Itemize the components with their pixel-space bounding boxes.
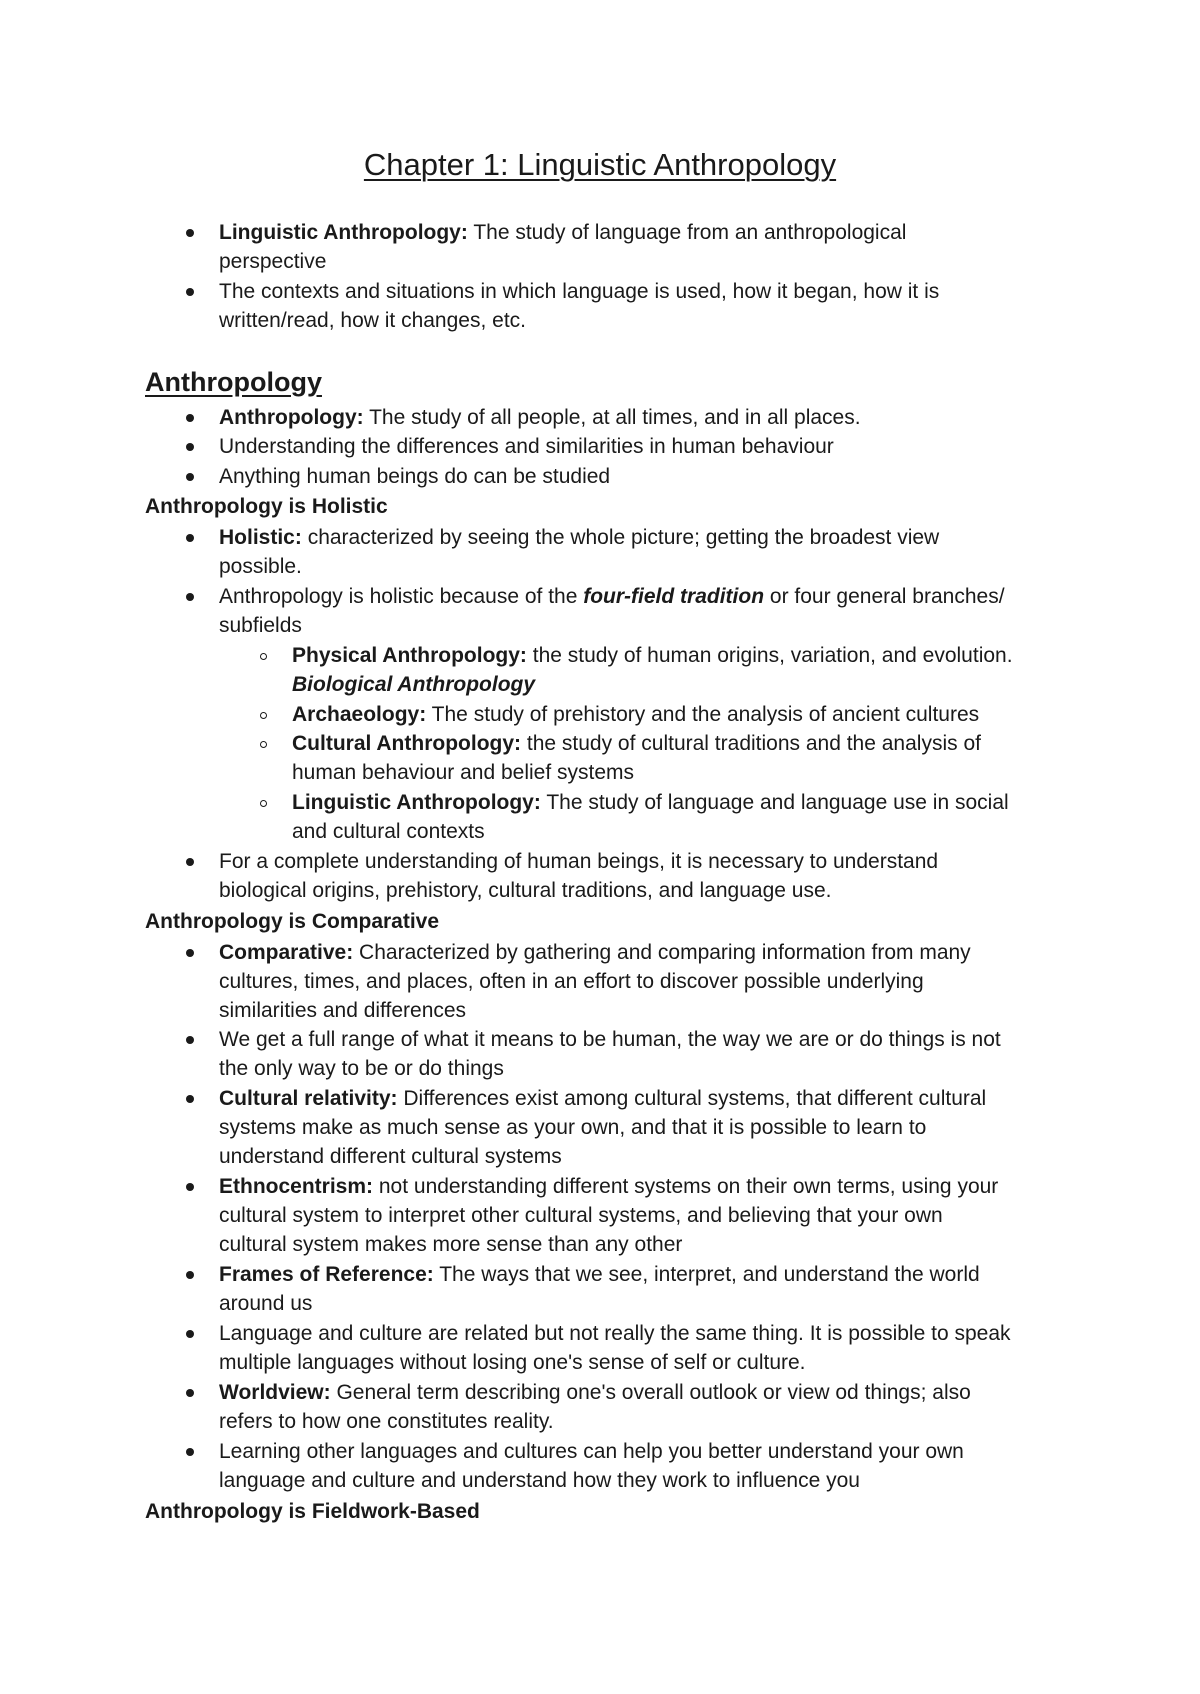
text: the only way to be or do things xyxy=(219,1057,504,1080)
text: perspective xyxy=(219,250,327,273)
bullet-icon xyxy=(186,414,194,422)
text: characterized by seeing the whole picture; getting the broadest view xyxy=(307,526,940,549)
list-item xyxy=(219,218,1069,276)
page-title: Chapter 1: Linguistic Anthropology xyxy=(363,147,837,182)
list-item xyxy=(219,523,1069,581)
list-item xyxy=(219,1378,1069,1436)
subsection-heading: Anthropology is Holistic xyxy=(145,495,388,518)
list-item xyxy=(219,1437,1069,1495)
text: The study of language and language use in social xyxy=(546,791,1009,814)
list-item xyxy=(219,277,1069,335)
text: We get a full range of what it means to be human, the way we are or do things is not xyxy=(219,1028,1001,1051)
bullet-icon xyxy=(186,1036,194,1044)
text: Anthropology is holistic because of the xyxy=(219,585,578,608)
text: cultural system to interpret other cultural systems, and believing that your own xyxy=(219,1204,943,1227)
term: Ethnocentrism: xyxy=(219,1175,374,1198)
text: subfields xyxy=(219,614,302,637)
text: written/read, how it changes, etc. xyxy=(219,309,526,332)
list-item xyxy=(219,847,1069,905)
text: For a complete understanding of human beings, it is necessary to understand xyxy=(219,850,939,873)
emphasis: four-field tradition xyxy=(583,585,765,608)
text: Characterized by gathering and comparing information from many xyxy=(359,941,971,964)
term: Holistic: xyxy=(219,526,302,549)
text: biological origins, prehistory, cultural traditions, and language use. xyxy=(219,879,832,902)
text: not understanding different systems on their own terms, using your xyxy=(378,1175,999,1198)
text: refers to how one constitutes reality. xyxy=(219,1410,554,1433)
text: Language and culture are related but not really the same thing. It is possible to speak xyxy=(219,1322,1011,1345)
list-item xyxy=(219,403,1069,432)
text: Learning other languages and cultures can help you better understand your own xyxy=(219,1440,964,1463)
term: Comparative: xyxy=(219,941,354,964)
bullet-icon xyxy=(186,443,194,451)
text: Differences exist among cultural systems, that different cultural xyxy=(403,1087,987,1110)
sub-list-item xyxy=(292,641,1072,699)
term: Physical Anthropology: xyxy=(292,644,527,667)
text: possible. xyxy=(219,555,302,578)
text: The ways that we see, interpret, and understand the world xyxy=(439,1263,980,1286)
subsection-heading: Anthropology is Fieldwork-Based xyxy=(145,1500,480,1523)
text: and cultural contexts xyxy=(292,820,485,843)
list-item xyxy=(219,938,1069,1025)
bullet-icon xyxy=(186,1183,194,1191)
circle-bullet-icon xyxy=(260,800,267,807)
list-item xyxy=(219,462,1069,491)
text: The study of language from an anthropological xyxy=(473,221,907,244)
text: language and culture and understand how they work to influence you xyxy=(219,1469,860,1492)
term: Cultural relativity: xyxy=(219,1087,398,1110)
list-item xyxy=(219,1172,1069,1259)
text: Anything human beings do can be studied xyxy=(219,465,611,488)
text: similarities and differences xyxy=(219,999,467,1022)
text: systems make as much sense as your own, and that it is possible to learn to xyxy=(219,1116,927,1139)
circle-bullet-icon xyxy=(260,741,267,748)
term: Linguistic Anthropology: xyxy=(219,221,468,244)
term: Anthropology: xyxy=(219,406,364,429)
term: Cultural Anthropology: xyxy=(292,732,522,755)
list-item xyxy=(219,1084,1069,1171)
list-item xyxy=(219,1025,1069,1083)
circle-bullet-icon xyxy=(260,712,267,719)
list-item xyxy=(219,432,1069,461)
circle-bullet-icon xyxy=(260,653,267,660)
text: the study of human origins, variation, and evolution. xyxy=(532,644,1013,667)
bullet-icon xyxy=(186,1448,194,1456)
subsection-heading: Anthropology is Comparative xyxy=(145,910,440,933)
text: the study of cultural traditions and the analysis of xyxy=(526,732,981,755)
term: Frames of Reference: xyxy=(219,1263,434,1286)
bullet-icon xyxy=(186,1271,194,1279)
bullet-icon xyxy=(186,288,194,296)
text: cultures, times, and places, often in an effort to discover possible underlying xyxy=(219,970,924,993)
bullet-icon xyxy=(186,1389,194,1397)
bullet-icon xyxy=(186,858,194,866)
text: or four general branches/ xyxy=(769,585,1005,608)
bullet-icon xyxy=(186,534,194,542)
sub-list-item xyxy=(292,788,1072,846)
bullet-icon xyxy=(186,1330,194,1338)
bullet-icon xyxy=(186,593,194,601)
term: Archaeology: xyxy=(292,703,427,726)
bullet-icon xyxy=(186,1095,194,1103)
text: The study of all people, at all times, and in all places. xyxy=(369,406,861,429)
term: Worldview: xyxy=(219,1381,331,1404)
sub-list-item xyxy=(292,729,1072,787)
emphasis: Biological Anthropology xyxy=(292,673,536,696)
term: Linguistic Anthropology: xyxy=(292,791,541,814)
list-item xyxy=(219,582,1069,640)
bullet-icon xyxy=(186,949,194,957)
sub-list-item xyxy=(292,700,1072,729)
text: General term describing one's overall outlook or view od things; also xyxy=(336,1381,971,1404)
bullet-icon xyxy=(186,473,194,481)
bullet-icon xyxy=(186,229,194,237)
text: around us xyxy=(219,1292,313,1315)
list-item xyxy=(219,1319,1069,1377)
text: Understanding the differences and similarities in human behaviour xyxy=(219,435,834,458)
text: understand different cultural systems xyxy=(219,1145,562,1168)
text: human behaviour and belief systems xyxy=(292,761,635,784)
text: multiple languages without losing one's sense of self or culture. xyxy=(219,1351,806,1374)
text: cultural system makes more sense than any other xyxy=(219,1233,683,1256)
section-heading: Anthropology xyxy=(145,367,322,397)
text: The study of prehistory and the analysis of ancient cultures xyxy=(431,703,980,726)
text: The contexts and situations in which language is used, how it began, how it is xyxy=(219,280,940,303)
list-item xyxy=(219,1260,1069,1318)
